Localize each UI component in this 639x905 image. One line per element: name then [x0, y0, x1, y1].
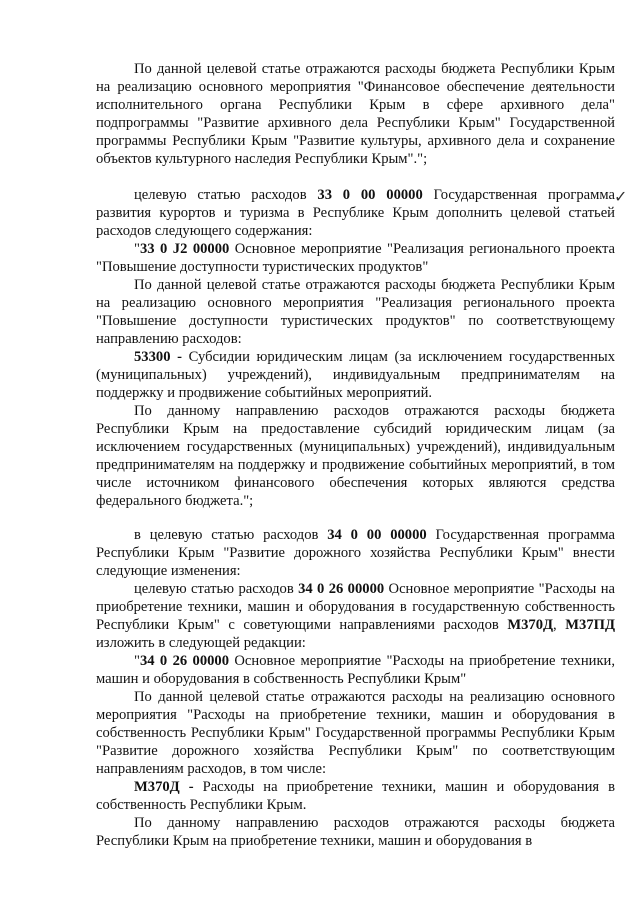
paragraph-26-change: целевую статью расходов 34 0 26 00000 Основное мероприятие "Расходы на приобретение техники, машин и оборудования в государственную собственность Республики Крым" с советующими направлениями расходов М370Д, М37ПД изложить в следующей редакции: — [96, 581, 616, 651]
code-33-0-j2: 33 0 J2 00000 — [139, 241, 230, 257]
paragraph-archive-description: По данной целевой статье отражаются расходы бюджета Республики Крым на реализацию основного мероприятия "Финансовое обеспечение деятельности исполнительного органа Республики Крым в сфере архивного дела" подпрограммы "Развитие архивного дела Республики Крым" Государственной программы Республики Крым "Развитие культуры, архивного дела и сохранение объектов культурного наследия Республики Крым"."; — [96, 61, 615, 167]
code-m370d: М370Д — [507, 617, 554, 633]
paragraph-53300-description: По данному направлению расходов отражаются расходы бюджета Республики Крым на предоставление субсидий юридическим лицам (за исключением государственных (муниципальных) учреждений), индивидуальным предпринимателям на поддержку и продвижение событийных мероприятий, в том числе источником финансового обеспечения которых являются средства федерального бюджета."; — [96, 403, 615, 509]
code-m37pd: М37ПД — [565, 617, 616, 633]
paragraph-m370d-description: По данному направлению расходов отражаются расходы бюджета Республики Крым на приобретение техники, машин и оборудования в — [96, 815, 615, 849]
code-34-0-26: 34 0 26 00000 — [298, 581, 385, 597]
paragraph-m370d: М370Д - Расходы на приобретение техники, машин и оборудования в собственность Республики Крым. — [96, 779, 615, 813]
paragraph-26-item: "34 0 26 00000 Основное мероприятие "Расходы на приобретение техники, машин и оборудования в собственность Республики Крым" — [96, 653, 615, 687]
paragraph-tourism-program: целевую статью расходов 33 0 00 00000 Государственная программа развития курортов и туризма в Республике Крым дополнить целевой статьей расходов следующего содержания: — [96, 187, 615, 239]
code-m370d-item: М370Д - — [134, 779, 194, 795]
paragraph-j2-item: "33 0 J2 00000 Основное мероприятие "Реализация регионального проекта "Повышение доступности туристических продуктов" — [96, 241, 615, 275]
paragraph-road-program: в целевую статью расходов 34 0 00 00000 Государственная программа Республики Крым "Развитие дорожного хозяйства Республики Крым" внести следующие изменения: — [96, 527, 615, 579]
code-34-0-26-new: 34 0 26 00000 — [139, 653, 230, 669]
paragraph-26-description: По данной целевой статье отражаются расходы на реализацию основного мероприятия "Расходы на приобретение техники, машин и оборудования в собственность Республики Крым" Государственной программы Республики Крым "Развитие дорожного хозяйства Республики Крым" по соответствующим направлениям расходов, в том числе: — [96, 689, 615, 777]
document-body — [96, 60, 615, 850]
paragraph-53300: 53300 - Субсидии юридическим лицам (за исключением государственных (муниципальных) учреждений), индивидуальным предпринимателям на поддержку и продвижение событийных мероприятий. — [96, 349, 615, 401]
code-53300: 53300 - — [134, 349, 182, 365]
paragraph-j2-description: По данной целевой статье отражаются расходы бюджета Республики Крым на реализацию основного мероприятия "Реализация регионального проекта "Повышение доступности туристических продуктов" по соответствующему направлению расходов: — [96, 277, 615, 347]
code-34-0-00: 34 0 00 00000 — [327, 527, 427, 543]
code-33-0-00: 33 0 00 00000 — [317, 187, 423, 203]
checkmark-icon: ✓ — [614, 187, 628, 206]
